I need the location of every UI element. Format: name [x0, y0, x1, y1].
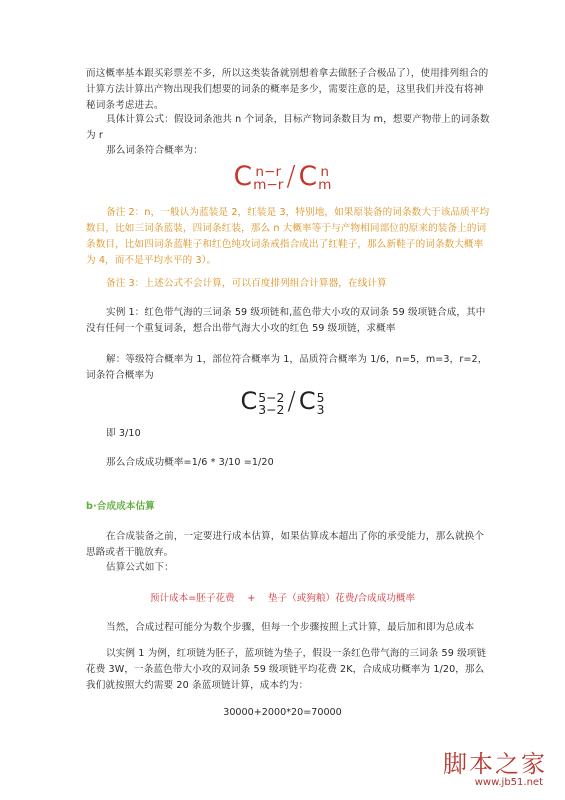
- example-cost: 以实例 1 为例，红项链为胚子，蓝项链为垫子，假设一条红色带气海的三词条 59 级项链花费 3W，一条蓝色带大小攻的双词条 59 级项链平均花费 2K，合成成功概率为 1/20，那么我们就按照大约需要 20 条蓝项链计算，成本约为：: [86, 648, 487, 691]
- cost-note: 当然，合成过程可能分为数个步骤，但每一个步骤按照上式计算，最后加和即为总成本: [106, 622, 475, 633]
- example-formula: [0, 386, 565, 415]
- site-watermark: [407, 744, 547, 788]
- solution: 解：等级符合概率为 1，部位符合概率为 1，品质符合概率为 1/6，n=5，m=3，r=2，词条符合概率为: [86, 354, 488, 381]
- paragraph-formula-definition: 具体计算公式：假设词条池共 n 个词条，目标产物词条数目为 m，想要产物带上的词条数为 r: [86, 114, 490, 141]
- probability-result: 即 3/10: [106, 428, 141, 439]
- cost-intro: 在合成装备之前，一定要进行成本估算，如果估算成本超出了你的承受能力，那么就换个思路或者干脆放弃。: [86, 531, 485, 558]
- superscript: n: [320, 164, 330, 181]
- superscript: n−r: [255, 164, 282, 181]
- combination-left: C n−r m−r: [233, 161, 284, 193]
- formula-label: 估算公式如下：: [106, 562, 174, 573]
- watermark-logo-text: 脚本之家: [443, 750, 547, 778]
- note-2: 备注 2：n，一般认为蓝装是 2，红装是 3，特别地，如果原装备的词条数大于该品质平均数目，比如三词条蓝装，四词条红装，那么 n 大概率等于与产物相同部位的原来的装备上的词条数目，比如四词条蓝鞋子和红色纯攻词条戒指合成出了红鞋子，那么新鞋子的词条数大概率为 4，而不是平均水平的 3）。: [86, 207, 490, 266]
- division-slash: /: [286, 160, 296, 192]
- paragraph-probability-intro: 那么词条符合概率为：: [106, 145, 203, 156]
- cost-result: 30000+2000*20=70000: [223, 707, 342, 718]
- section-heading: b·合成成本估算: [86, 501, 155, 512]
- cost-formula: 预计成本=胚子花费 + 垫子（或狗粮）花费/合成成功概率: [149, 593, 416, 604]
- combination-right: C 5 3: [298, 387, 325, 417]
- combination-left: C 5−2 3−2: [240, 387, 285, 417]
- success-probability: 那么合成成功概率=1/6 * 3/10 =1/20: [106, 457, 274, 468]
- note-3: 备注 3：上述公式不会计算，可以百度排列组合计算器，在线计算: [106, 278, 387, 289]
- combination-formula: [0, 160, 565, 192]
- example-1: 实例 1：红色带气海的三词条 59 级项链和,蓝色带大小攻的双词条 59 级项链合成，其中没有任何一个重复词条，想合出带气海大小攻的红色 59 级项链，求概率: [86, 307, 486, 334]
- watermark-url: www.jb51.net: [474, 777, 543, 788]
- paragraph-intro: 而这概率基本跟买彩票差不多，所以这类装备就别想着拿去做胚子合极品了），使用排列组合的计算方法计算出产物出现我们想要的词条的概率是多少，需要注意的是，这里我们并没有将神秘词条考虑进去。: [86, 68, 489, 111]
- superscript: 5: [316, 389, 325, 405]
- subscript: 3−2: [258, 401, 285, 417]
- subscript: m: [318, 177, 332, 193]
- combination-right: C n m: [298, 161, 332, 193]
- division-slash: /: [287, 386, 296, 415]
- subscript: m−r: [253, 177, 284, 193]
- superscript: 5−2: [258, 389, 285, 405]
- subscript: 3: [316, 401, 325, 417]
